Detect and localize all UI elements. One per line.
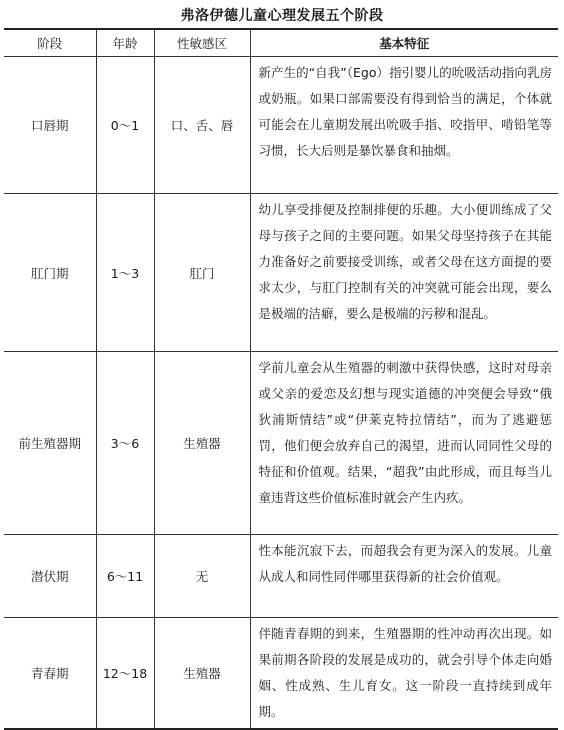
stages-table — [4, 28, 558, 730]
cell-stage: 口唇期 — [4, 57, 96, 194]
cell-features: 新产生的“自我”（Ego）指引婴儿的吮吸活动指向乳房或奶瓶。如果口部需要没有得到恰当的满足，个体就可能会在儿童期发展出吮吸手指、咬指甲、啃铅笔等习惯，长大后则是暴饮暴食和抽烟。 — [250, 57, 558, 194]
table-title: 弗洛伊德儿童心理发展五个阶段 — [180, 8, 384, 24]
table-row — [4, 352, 558, 535]
cell-stage: 潜伏期 — [4, 535, 96, 618]
cell-zone: 生殖器 — [154, 618, 250, 730]
header-zone: 性敏感区 — [154, 29, 250, 57]
cell-age: 0～1 — [96, 57, 154, 194]
cell-age: 1～3 — [96, 194, 154, 352]
cell-features: 幼儿享受排便及控制排便的乐趣。大小便训练成了父母与孩子之间的主要问题。如果父母坚持孩子在其能力准备好之前要接受训练，或者父母在这方面提的要求太少，与肛门控制有关的冲突就可能会出现，要么是极端的洁癖，要么是极端的污秽和混乱。 — [250, 194, 558, 352]
cell-age: 6～11 — [96, 535, 154, 618]
cell-zone: 无 — [154, 535, 250, 618]
cell-stage: 前生殖器期 — [4, 352, 96, 535]
table-row — [4, 618, 558, 730]
table-row — [4, 57, 558, 194]
cell-zone: 口、舌、唇 — [154, 57, 250, 194]
cell-zone: 肛门 — [154, 194, 250, 352]
cell-features: 伴随青春期的到来，生殖器期的性冲动再次出现。如果前期各阶段的发展是成功的，就会引导个体走向婚姻、性成熟、生儿育女。这一阶段一直持续到成年期。 — [250, 618, 558, 730]
header-features: 基本特征 — [250, 29, 558, 57]
cell-age: 3～6 — [96, 352, 154, 535]
cell-age: 12～18 — [96, 618, 154, 730]
header-row — [4, 29, 558, 57]
cell-stage: 青春期 — [4, 618, 96, 730]
header-stage: 阶段 — [4, 29, 96, 57]
header-age: 年龄 — [96, 29, 154, 57]
table-row — [4, 535, 558, 618]
cell-features: 学前儿童会从生殖器的刺激中获得快感，这时对母亲或父亲的爱恋及幻想与现实道德的冲突便会导致“俄狄浦斯情结”或“伊莱克特拉情结”，而为了逃避惩罚，他们便会放弃自己的渴望，进而认同同性父母的特征和价值观。结果，“超我”由此形成，而且每当儿童违背这些价值标准时就会产生内疚。 — [250, 352, 558, 535]
cell-zone: 生殖器 — [154, 352, 250, 535]
cell-stage: 肛门期 — [4, 194, 96, 352]
cell-features: 性本能沉寂下去，而超我会有更为深入的发展。儿童从成人和同性同伴哪里获得新的社会价值观。 — [250, 535, 558, 618]
table-row — [4, 194, 558, 352]
